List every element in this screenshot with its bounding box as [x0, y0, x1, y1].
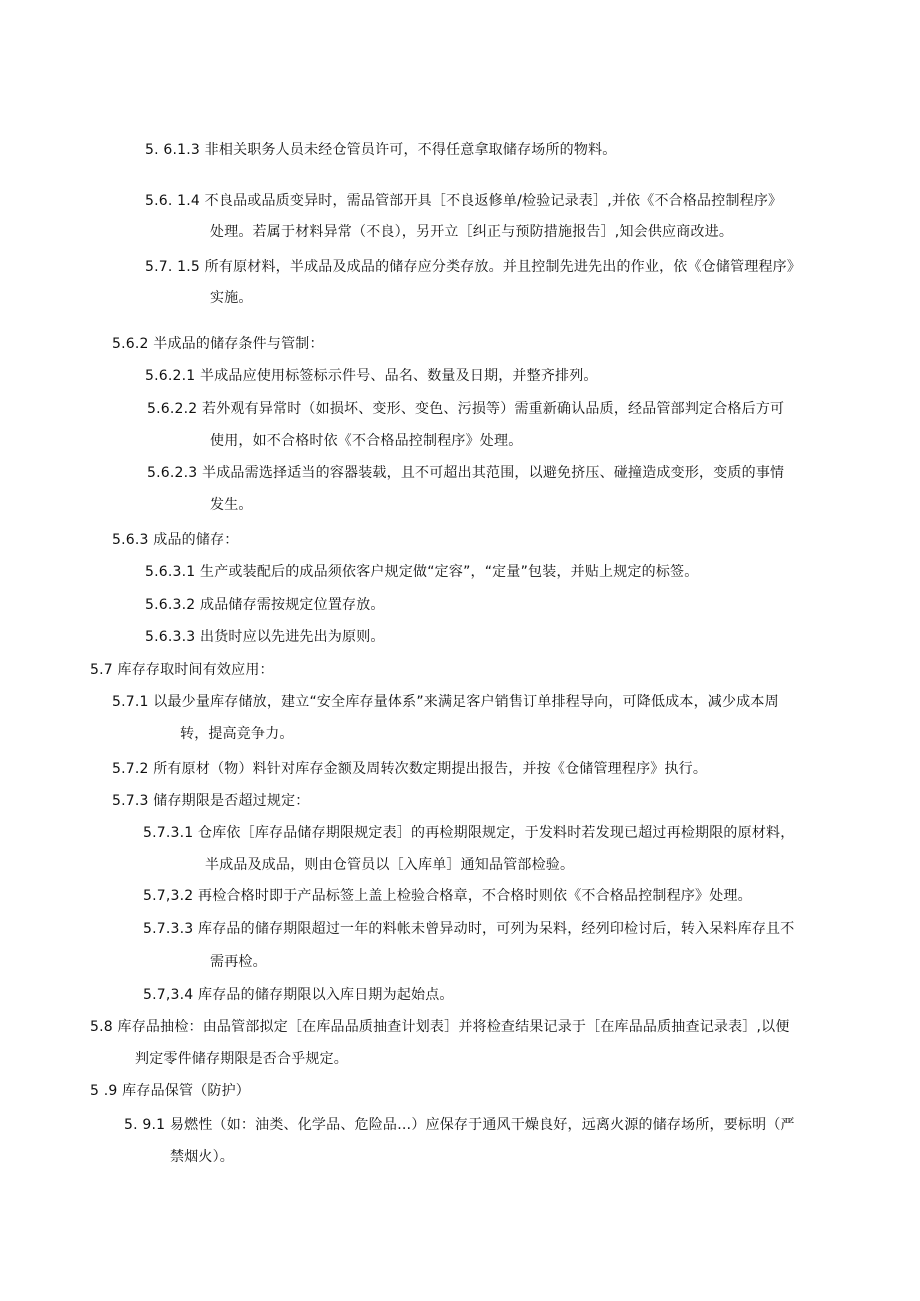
- heading-5-6-3: 5.6.3 成品的储存：: [112, 532, 239, 548]
- clause-5-7-3-2: 5.7,3.2 再检合格时即于产品标签上盖上检验合格章，不合格时则依《不合格品控制程序》处理。: [143, 888, 752, 904]
- clause-5-7-3-1: 5.7.3.1 仓库依［库存品储存期限规定表］的再检期限规定，于发料时若发现已超过再检期限的原材料，: [143, 825, 795, 841]
- clause-5-6-1-4: 5.6. 1.4 不良品或品质变异时，需品管部开具［不良返修单/检验记录表］,并依《不合格品控制程序》: [145, 193, 783, 209]
- clause-5-6-1-4-cont: 处理。若属于材料异常（不良），另开立［纠正与预防措施报告］,知会供应商改进。: [210, 224, 734, 240]
- heading-5-8: 5.8 库存品抽检：由品管部拟定［在库品品质抽查计划表］并将检查结果记录于［在库品品质抽查记录表］,以便: [90, 1019, 790, 1035]
- heading-5-8-cont: 判定零件储存期限是否合乎规定。: [135, 1051, 348, 1067]
- heading-5-6-2: 5.6.2 半成品的储存条件与管制：: [112, 336, 324, 352]
- clause-5-6-2-2-cont: 使用，如不合格时依《不合格品控制程序》处理。: [210, 433, 523, 449]
- clause-5-9-1: 5. 9.1 易燃性（如：油类、化学品、危险品…）应保存于通风干燥良好，远离火源的储存场所，要标明（严: [124, 1117, 795, 1133]
- heading-5-9: 5 .9 库存品保管（防护）: [90, 1083, 250, 1099]
- heading-5-7-3: 5.7.3 储存期限是否超过规定：: [112, 793, 310, 809]
- heading-5-7: 5.7 库存存取时间有效应用：: [90, 662, 274, 678]
- clause-5-6-1-5: 5.7. 1.5 所有原材料，半成品及成品的储存应分类存放。并且控制先进先出的作业，依《仓储管理程序》: [145, 259, 802, 275]
- clause-5-6-1-3: 5. 6.1.3 非相关职务人员未经仓管员许可，不得任意拿取储存场所的物料。: [145, 142, 617, 158]
- clause-5-6-3-2: 5.6.3.2 成品储存需按规定位置存放。: [145, 597, 385, 613]
- clause-5-7-3-3: 5.7.3.3 库存品的储存期限超过一年的料帐未曾异动时，可列为呆料，经列印检讨后，转入呆料库存且不: [143, 921, 795, 937]
- clause-5-6-2-2: 5.6.2.2 若外观有异常时（如损坏、变形、变色、污损等）需重新确认品质，经品管部判定合格后方可: [147, 401, 785, 417]
- clause-5-7-3-1-cont: 半成品及成品，则由仓管员以［入库单］通知品管部检验。: [205, 857, 575, 873]
- clause-5-7-1: 5.7.1 以最少量库存储放，建立“安全库存量体系”来满足客户销售订单排程导向，可降低成本，减少成本周: [112, 694, 779, 710]
- clause-5-7-3-3-cont: 需再检。: [210, 954, 267, 970]
- clause-5-7-1-cont: 转，提高竞争力。: [180, 726, 294, 742]
- clause-5-6-3-3: 5.6.3.3 出货时应以先进先出为原则。: [145, 629, 385, 645]
- clause-5-6-2-3-cont: 发生。: [210, 497, 253, 513]
- clause-5-6-2-1: 5.6.2.1 半成品应使用标签标示件号、品名、数量及日期，并整齐排列。: [145, 368, 598, 384]
- clause-5-6-1-5-cont: 实施。: [210, 290, 253, 306]
- clause-5-7-2: 5.7.2 所有原材（物）料针对库存金额及周转次数定期提出报告，并按《仓储管理程序》执行。: [112, 761, 708, 777]
- clause-5-6-2-3: 5.6.2.3 半成品需选择适当的容器装载，且不可超出其范围，以避免挤压、碰撞造成变形，变质的事情: [147, 465, 785, 481]
- clause-5-9-1-cont: 禁烟火）。: [170, 1149, 234, 1165]
- clause-5-7-3-4: 5.7,3.4 库存品的储存期限以入库日期为起始点。: [143, 987, 454, 1003]
- clause-5-6-3-1: 5.6.3.1 生产或装配后的成品须依客户规定做“定容”，“定量”包装，并贴上规定的标签。: [145, 564, 699, 580]
